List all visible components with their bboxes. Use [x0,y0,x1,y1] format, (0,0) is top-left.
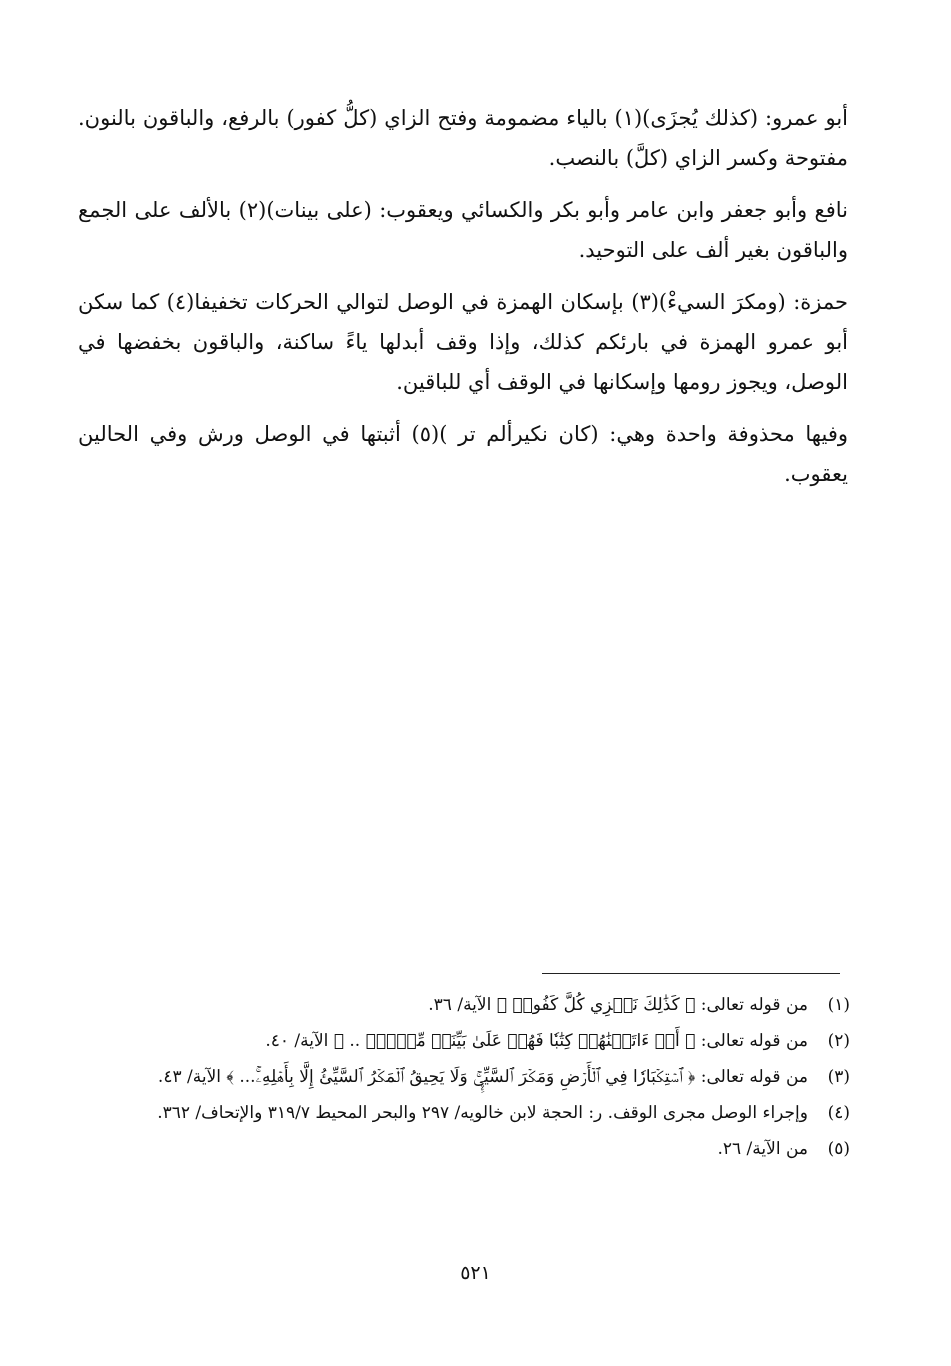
footnote-3 [70,1062,850,1093]
footnote-text: من قوله تعالى: ﴿ أَمۡ ءَاتَيۡنَٰهُمۡ كِتَٰبٗا فَهُمۡ عَلَىٰ بَيِّنَتٖ مِّنۡهُۚ .. ﴾ الآية/ ٤٠. [265,1031,808,1051]
footnote-text: من قوله تعالى: ﴿ ٱسۡتِكۡبَارٗا فِي ٱلۡأَرۡضِ وَمَكۡرَ ٱلسَّيِّيِٕۚ وَلَا يَحِيقُ ٱلۡمَكۡرُ ٱلسَّيِّئُ إِلَّا بِأَهۡلِهِۦۚ... ﴾ الآية/ ٤٣. [157,1067,808,1087]
footnote-number: (١) [827,995,850,1015]
footnote-1 [70,990,850,1021]
footnote-separator [542,973,840,974]
footnote-number: (٢) [827,1031,850,1051]
paragraph-4: وفيها محذوفة واحدة وهي: (كان نكيرألم تر )(٥) أثبتها في الوصل ورش وفي الحالين يعقوب. [78,422,848,486]
paragraph-1: أبو عمرو: (كذلك يُجزَى)(١) بالياء مضمومة وفتح الزاي (كلُّ كفور) بالرفع، والباقون بالنون. مفتوحة وكسر الزاي (كلَّ) بالنصب. [78,106,848,170]
footnote-text: من قوله تعالى: ﴿ كَذَٰلِكَ نَجۡزِي كُلَّ كَفُورٖ ﴾ الآية/ ٣٦. [428,995,808,1015]
paragraph-2: نافع وأبو جعفر وابن عامر وأبو بكر والكسائي ويعقوب: (على بينات)(٢) بالألف على الجمع والباقون بغير ألف على التوحيد. [78,198,849,262]
footnote-number: (٣) [827,1067,850,1087]
footnote-text: من الآية/ ٢٦. [717,1139,808,1159]
footnote-4 [70,1098,850,1129]
main-text [78,98,848,506]
footnote-2 [70,1026,850,1057]
page-number: ٥٢١ [460,1262,491,1284]
footnote-text: وإجراء الوصل مجرى الوقف. ر: الحجة لابن خالويه/ ٢٩٧ والبحر المحيط ٣١٩/٧ والإتحاف/ ٣٦٢. [157,1103,808,1123]
footnote-number: (٥) [827,1139,850,1159]
paragraph-3: حمزة: (ومكرَ السيءْ)(٣) بإسكان الهمزة في الوصل لتوالي الحركات تخفيفا(٤) كما سكن أبو عمرو الهمزة في بارئكم كذلك، وإذا وقف أبدلها ياءً ساكنة، والباقون بخفضها في الوصل، ويجوز رومها وإسكانها في الوقف أي للباقين. [78,290,848,394]
footnote-5 [70,1134,850,1165]
footnote-number: (٤) [827,1103,850,1123]
footnotes [70,990,850,1170]
